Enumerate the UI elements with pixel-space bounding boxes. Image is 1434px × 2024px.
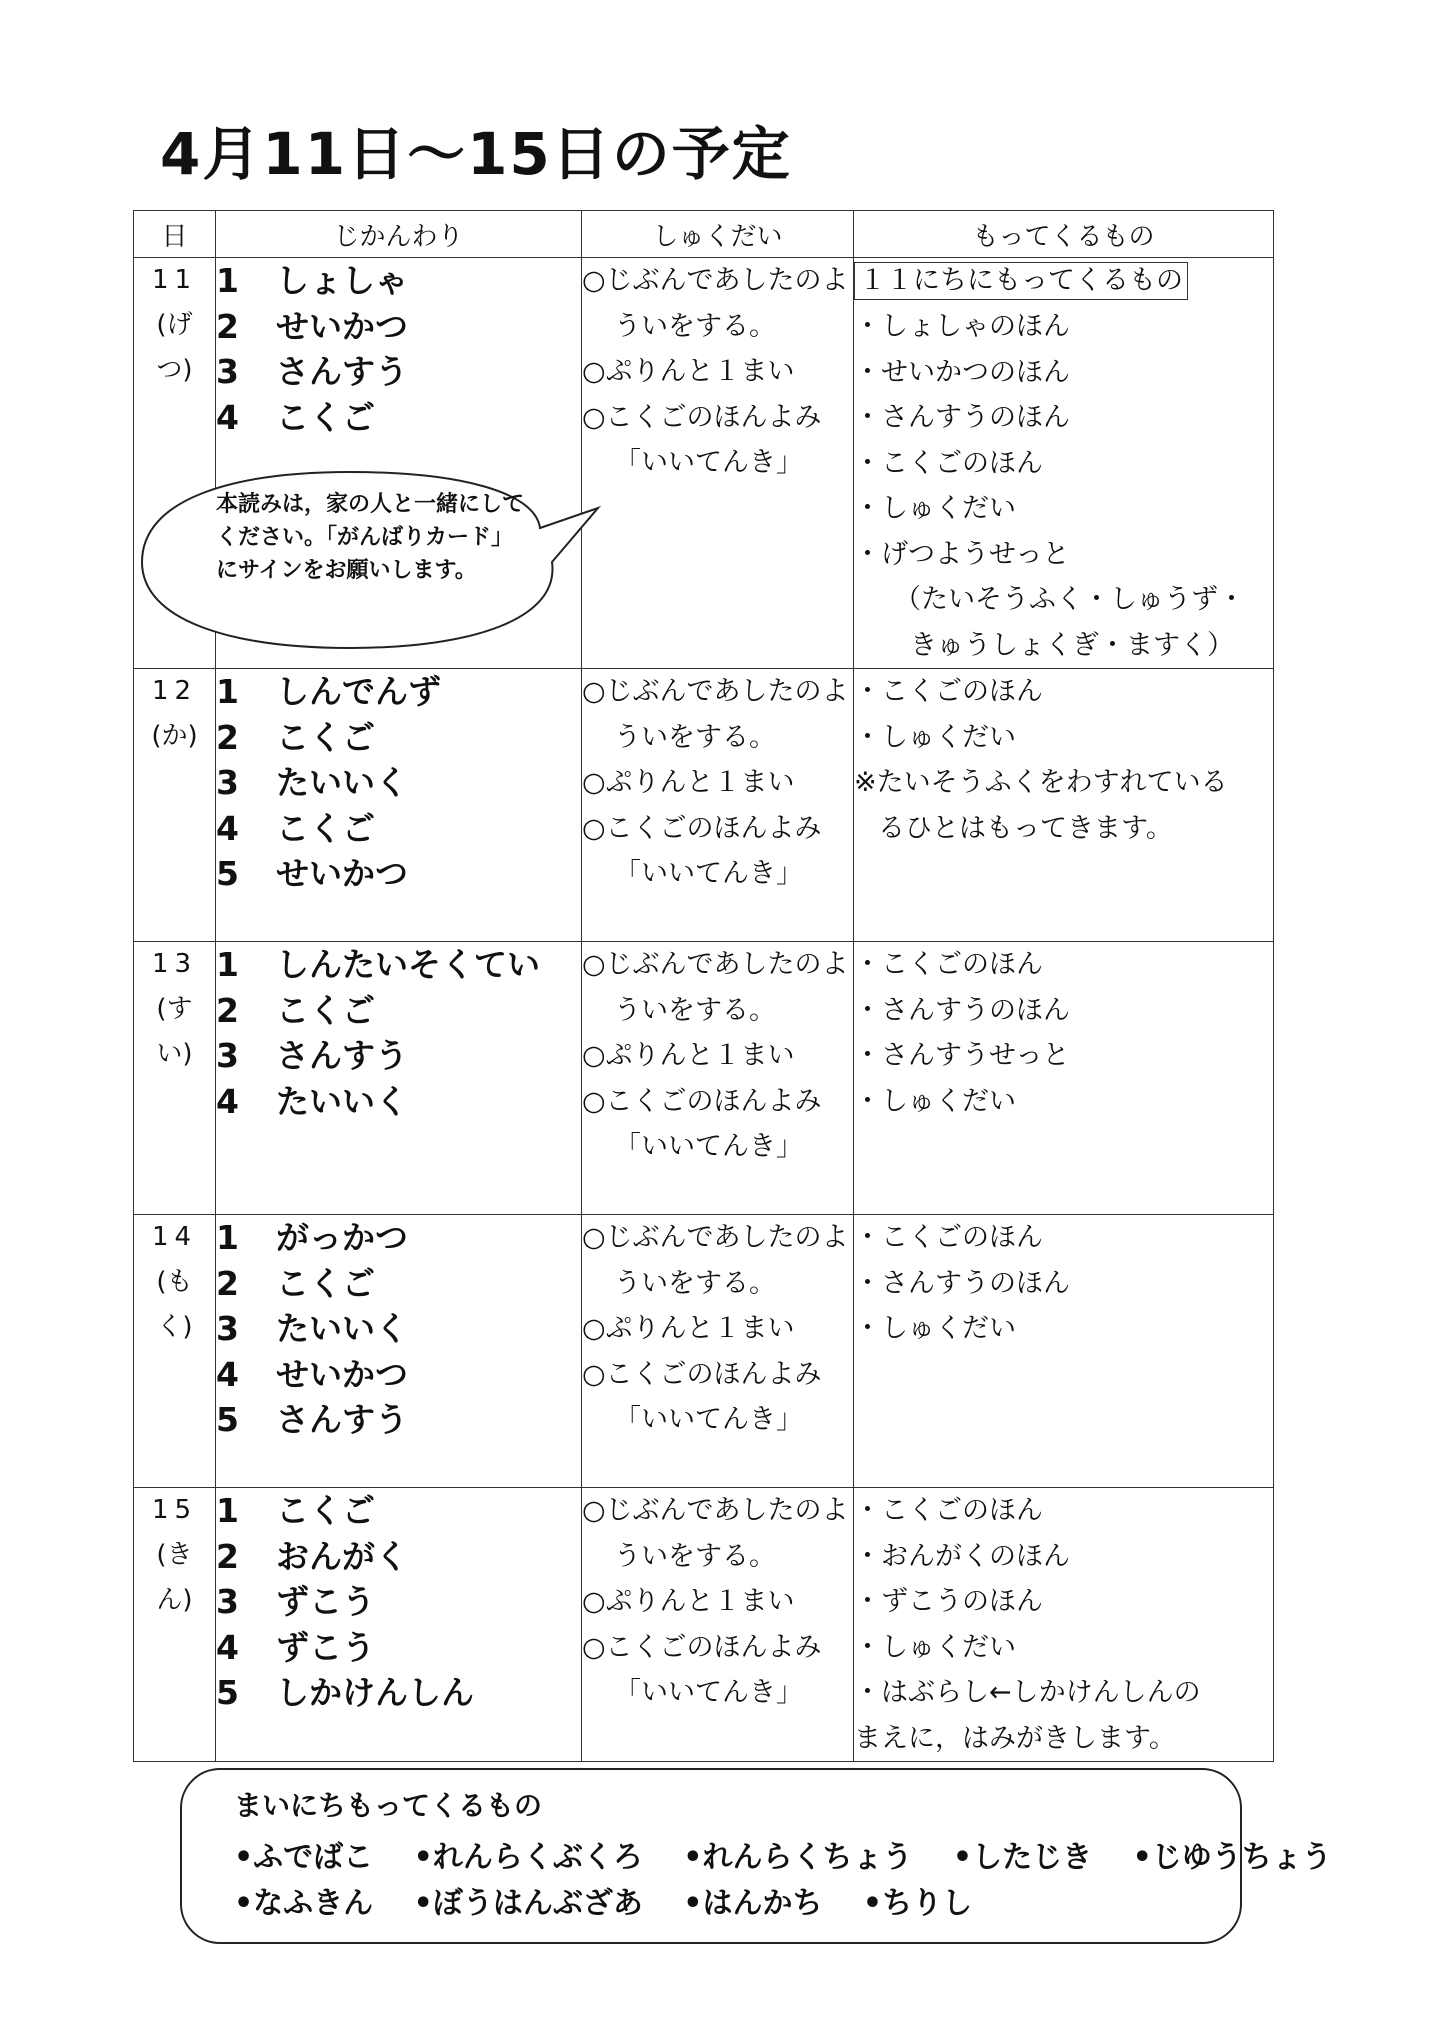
homework-item: ○こくごのほんよみ「いいてんき」 <box>582 1085 822 1162</box>
period-number: 2 <box>216 1536 239 1576</box>
period-number: 2 <box>216 990 239 1030</box>
homework-item: ○ぷりんと１まい <box>582 1313 795 1344</box>
day-weekday: (げつ) <box>156 310 193 385</box>
day-number: 12 <box>151 676 198 706</box>
period-item <box>216 1579 581 1625</box>
period-item <box>216 395 581 441</box>
day-number: 14 <box>151 1222 198 1252</box>
period-subject: こくご <box>276 990 375 1030</box>
period-subject: さんすう <box>276 352 408 391</box>
homework-item: ○じぶんであしたのよういをする。 <box>582 1222 849 1299</box>
bring-item: ・せいかつのほん <box>854 356 1070 388</box>
period-subject: ずこう <box>276 1627 375 1667</box>
daily-items-line <box>234 1832 1362 1876</box>
period-subject: たいいく <box>276 1081 408 1121</box>
day-cell <box>134 669 216 942</box>
period-item <box>216 1261 581 1307</box>
period-item <box>216 1534 581 1580</box>
bring-cell <box>854 1215 1274 1488</box>
homework-item: ○こくごのほんよみ「いいてんき」 <box>582 1631 822 1708</box>
period-item <box>216 1670 581 1716</box>
homework-item: ○じぶんであしたのよういをする。 <box>582 1495 849 1572</box>
homework-cell <box>582 1215 854 1488</box>
bring-note: るひとはもってきます。 <box>878 812 1173 844</box>
bring-note: きゅうしょくぎ・ますく） <box>910 629 1234 661</box>
day-cell <box>134 1215 216 1488</box>
homework-item: ○こくごのほんよみ「いいてんき」 <box>582 812 822 889</box>
header-day: 日 <box>134 211 216 258</box>
period-number: 4 <box>216 397 239 437</box>
period-subject: がっかつ <box>276 1218 408 1257</box>
period-number: 3 <box>216 352 239 391</box>
homework-cell <box>582 669 854 942</box>
period-subject: こくご <box>276 808 375 848</box>
period-number: 5 <box>216 854 239 893</box>
bring-item: ・こくごのほん <box>854 1495 1043 1526</box>
daily-item: •したじき <box>952 1840 1093 1875</box>
period-item <box>216 304 581 350</box>
period-subject: さんすう <box>276 1036 408 1075</box>
day-number: 13 <box>151 949 198 979</box>
period-item <box>216 1306 581 1352</box>
bring-cell <box>854 942 1274 1215</box>
table-row <box>134 669 1274 942</box>
bring-item: ・おんがくのほん <box>854 1540 1070 1572</box>
period-subject: こくご <box>276 1263 375 1303</box>
period-item <box>216 1352 581 1398</box>
periods-cell <box>216 1215 582 1488</box>
day-number: 11 <box>151 265 198 295</box>
period-number: 3 <box>216 1309 239 1348</box>
day-weekday: (きん) <box>156 1540 193 1615</box>
period-item <box>216 851 581 897</box>
day-cell <box>134 942 216 1215</box>
period-number: 5 <box>216 1673 239 1712</box>
homework-item: ○じぶんであしたのよういをする。 <box>582 949 849 1026</box>
period-number: 1 <box>216 1491 239 1530</box>
bring-note: （たいそうふく・しゅうず・ <box>894 584 1245 615</box>
daily-item: •れんらくぶくろ <box>413 1840 643 1875</box>
bring-item: ・しゅくだい <box>854 721 1016 753</box>
periods-cell <box>216 669 582 942</box>
period-item <box>216 1625 581 1671</box>
bring-item: ・ずこうのほん <box>854 1586 1043 1617</box>
daily-item: •ぼうはんぶざあ <box>413 1886 643 1921</box>
period-subject: ずこう <box>276 1582 375 1621</box>
period-number: 5 <box>216 1400 239 1439</box>
period-item <box>216 1488 581 1534</box>
homework-cell <box>582 1488 854 1762</box>
periods-cell <box>216 1488 582 1762</box>
period-number: 3 <box>216 763 239 802</box>
period-subject: こくご <box>276 717 375 757</box>
bring-item: ・さんすうのほん <box>854 994 1070 1026</box>
table-row <box>134 1488 1274 1762</box>
period-number: 2 <box>216 1263 239 1303</box>
period-number: 4 <box>216 1081 239 1121</box>
period-number: 1 <box>216 1218 239 1257</box>
day-number: 15 <box>151 1495 198 1525</box>
bring-item: ・しょしゃのほん <box>854 311 1070 342</box>
header-periods: じかんわり <box>216 211 582 258</box>
speech-bubble <box>140 470 570 650</box>
bring-item: ・さんすうせっと <box>854 1040 1070 1071</box>
homework-cell <box>582 258 854 669</box>
bring-item: ・げつようせっと <box>854 538 1070 570</box>
daily-item: •ふでばこ <box>234 1840 374 1875</box>
day-cell <box>134 1488 216 1762</box>
daily-item: •ちりし <box>862 1886 973 1921</box>
period-subject: せいかつ <box>276 306 408 346</box>
period-item <box>216 669 581 715</box>
period-subject: おんがく <box>276 1536 408 1576</box>
page-title: 4月11日～15日の予定 <box>160 120 792 188</box>
bring-item: ・さんすうのほん <box>854 402 1070 433</box>
period-subject: しんでんず <box>276 672 441 711</box>
period-item <box>216 1215 581 1261</box>
period-number: 3 <box>216 1036 239 1075</box>
bring-cell <box>854 1488 1274 1762</box>
period-number: 2 <box>216 717 239 757</box>
period-item <box>216 988 581 1034</box>
period-subject: たいいく <box>276 763 408 802</box>
period-subject: しんたいそくてい <box>276 945 540 984</box>
homework-item: ○じぶんであしたのよういをする。 <box>582 265 849 342</box>
bring-item: ・さんすうのほん <box>854 1267 1070 1299</box>
period-item <box>216 1079 581 1125</box>
homework-item: ○ぷりんと１まい <box>582 1040 795 1071</box>
homework-item: ○ぷりんと１まい <box>582 767 795 798</box>
period-item <box>216 760 581 806</box>
daily-items-box <box>180 1768 1332 1944</box>
period-subject: しょしゃ <box>276 261 408 300</box>
period-number: 2 <box>216 306 239 346</box>
day-weekday: (か) <box>151 721 198 751</box>
table-header-row <box>134 211 1274 258</box>
period-number: 3 <box>216 1582 239 1621</box>
bring-item: ・こくごのほん <box>854 447 1043 479</box>
homework-item: ○こくごのほんよみ「いいてんき」 <box>582 401 822 478</box>
period-item <box>216 1033 581 1079</box>
homework-item: ○じぶんであしたのよういをする。 <box>582 676 849 753</box>
period-subject: さんすう <box>276 1400 408 1439</box>
bring-note: ※たいそうふくをわすれている <box>854 767 1228 798</box>
daily-item: •れんらくちょう <box>683 1840 913 1875</box>
bring-item: ・しゅくだい <box>854 1085 1016 1117</box>
period-subject: せいかつ <box>276 854 408 893</box>
period-item <box>216 806 581 852</box>
period-number: 1 <box>216 261 239 300</box>
schedule-table <box>133 210 1274 1762</box>
period-subject: こくご <box>276 1491 375 1530</box>
period-subject: たいいく <box>276 1309 408 1348</box>
period-number: 4 <box>216 808 239 848</box>
period-item <box>216 715 581 761</box>
daily-item: •はんかち <box>683 1886 823 1921</box>
homework-item: ○ぷりんと１まい <box>582 1586 795 1617</box>
periods-cell <box>216 942 582 1215</box>
bring-item: ・しゅくだい <box>854 493 1016 524</box>
bubble-text: 本読みは，家の人と一緒にしてください。「がんばりカード」にサインをお願いします。 <box>216 492 525 583</box>
daily-item: •なふきん <box>234 1886 374 1921</box>
bring-heading: １１にちにもってくるもの <box>854 262 1188 300</box>
period-subject: こくご <box>276 397 375 437</box>
period-item <box>216 1397 581 1443</box>
header-bring: もってくるもの <box>854 211 1274 258</box>
bring-cell <box>854 669 1274 942</box>
daily-item: •じゆうちょう <box>1132 1840 1332 1875</box>
bring-item: ・しゅくだい <box>854 1631 1016 1663</box>
daily-items-title: まいにちもってくるもの <box>234 1789 543 1822</box>
period-item <box>216 258 581 304</box>
day-weekday: (すい) <box>156 994 193 1069</box>
period-number: 1 <box>216 945 239 984</box>
table-row <box>134 942 1274 1215</box>
bring-cell <box>854 258 1274 669</box>
daily-items-line <box>234 1878 1002 1922</box>
bring-item: ・はぶらし←しかけんしんの <box>854 1677 1201 1708</box>
bring-item: ・こくごのほん <box>854 1222 1043 1253</box>
period-item <box>216 942 581 988</box>
homework-cell <box>582 942 854 1215</box>
period-item <box>216 349 581 395</box>
homework-item: ○ぷりんと１まい <box>582 356 795 387</box>
day-weekday: (もく) <box>156 1267 193 1342</box>
bring-item: ・こくごのほん <box>854 949 1043 980</box>
period-number: 4 <box>216 1627 239 1667</box>
table-row <box>134 1215 1274 1488</box>
bring-item: ・しゅくだい <box>854 1313 1016 1344</box>
header-homework: しゅくだい <box>582 211 854 258</box>
period-number: 1 <box>216 672 239 711</box>
bring-item: ・こくごのほん <box>854 676 1043 707</box>
period-number: 4 <box>216 1354 239 1394</box>
bring-note: まえに，はみがきします。 <box>854 1722 1176 1754</box>
homework-item: ○こくごのほんよみ「いいてんき」 <box>582 1358 822 1435</box>
period-subject: せいかつ <box>276 1354 408 1394</box>
period-subject: しかけんしん <box>276 1673 474 1712</box>
